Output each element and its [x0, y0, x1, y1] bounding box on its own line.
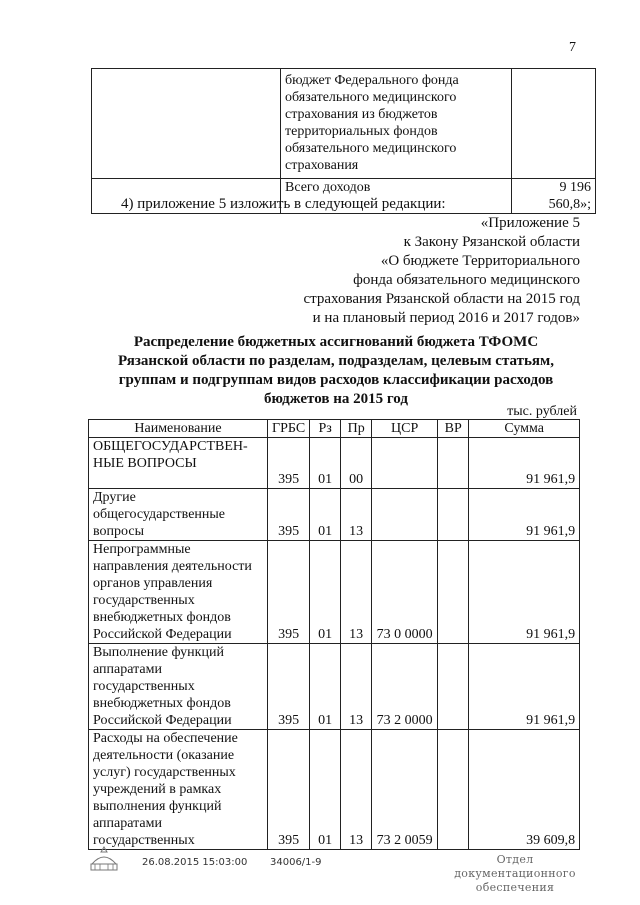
heading-line: бюджетов на 2015 год: [264, 391, 408, 407]
row-sum: 91 961,9: [469, 489, 580, 541]
appendix-line: и на плановый период 2016 и 2017 годов»: [312, 310, 580, 326]
table-row: [89, 644, 580, 730]
row-sum: 91 961,9: [469, 541, 580, 644]
income-table-fragment: [91, 68, 596, 214]
row-vr: [438, 730, 469, 850]
emblem-stamp-icon: [87, 844, 121, 874]
row-pr: 13: [341, 541, 372, 644]
row-vr: [438, 644, 469, 730]
row-grbs: 395: [268, 644, 310, 730]
row-name: Непрограммные направления деятельности органов управления государственных внебюджетных фондов Российской Федерации: [89, 541, 268, 644]
col-header-grbs: ГРБС: [268, 420, 310, 438]
page-number: 7: [569, 40, 576, 55]
row-csr: 73 2 0059: [372, 730, 438, 850]
footer-date: 26.08.2015 15:03:00: [142, 857, 248, 868]
row-grbs: 395: [268, 730, 310, 850]
row-rz: 01: [310, 489, 341, 541]
budget-allocation-table: [88, 419, 580, 850]
row-rz: 01: [310, 438, 341, 489]
table-row: [89, 438, 580, 489]
row-name: Расходы на обеспечение деятельности (оказание услуг) государственных учреждений в рамках выполнения функций аппаратами государственных: [89, 730, 268, 850]
appendix-line: «О бюджете Территориального: [380, 253, 580, 269]
row-pr: 00: [341, 438, 372, 489]
row-vr: [438, 438, 469, 489]
col-header-vr: ВР: [438, 420, 469, 438]
heading-line: Распределение бюджетных ассигнований бюджета ТФОМС: [133, 334, 539, 350]
row-sum: 91 961,9: [469, 644, 580, 730]
row-grbs: 395: [268, 489, 310, 541]
appendix-header: [303, 214, 580, 328]
row-sum: 39 609,8: [469, 730, 580, 850]
row-csr: [372, 438, 438, 489]
row-csr: [372, 489, 438, 541]
table-row: [89, 489, 580, 541]
row-pr: 13: [341, 730, 372, 850]
appendix-line: «Приложение 5: [480, 215, 580, 231]
section-heading: [86, 333, 586, 409]
appendix-line: к Закону Рязанской области: [403, 234, 580, 250]
col-header-sum: Сумма: [469, 420, 580, 438]
header-row: [89, 420, 580, 438]
appendix-line: страхования Рязанской области на 2015 год: [303, 291, 580, 307]
row-csr: 73 0 0000: [372, 541, 438, 644]
row-name: ОБЩЕГОСУДАРСТВЕН-НЫЕ ВОПРОСЫ: [89, 438, 268, 489]
col-header-rz: Рз: [310, 420, 341, 438]
row-csr: 73 2 0000: [372, 644, 438, 730]
table-row: [89, 541, 580, 644]
total-income-label: Всего доходов: [281, 179, 512, 214]
income-description: бюджет Федерального фонда обязательного медицинского страхования из бюджетов территориальных фондов обязательного медицинского страхования: [281, 69, 512, 179]
row-vr: [438, 541, 469, 644]
row-grbs: 395: [268, 438, 310, 489]
appendix-line: фонда обязательного медицинского: [353, 272, 580, 288]
units-label: тыс. рублей: [507, 404, 577, 419]
row-name: Другие общегосударственные вопросы: [89, 489, 268, 541]
col-header-pr: Пр: [341, 420, 372, 438]
row-pr: 13: [341, 489, 372, 541]
row-vr: [438, 489, 469, 541]
row-grbs: 395: [268, 541, 310, 644]
col-header-name: Наименование: [89, 420, 268, 438]
heading-line: группам и подгруппам видов расходов классификации расходов: [118, 372, 554, 388]
table-row: [92, 69, 596, 179]
row-name: Выполнение функций аппаратами государственных внебюджетных фондов Российской Федерации: [89, 644, 268, 730]
row-pr: 13: [341, 644, 372, 730]
heading-line: Рязанской области по разделам, подразделам, целевым статьям,: [117, 353, 555, 369]
footer-doc-number: 34006/1-9: [270, 857, 322, 868]
row-sum: 91 961,9: [469, 438, 580, 489]
total-income-value: 9 196 560,8»;: [512, 179, 596, 214]
col-header-csr: ЦСР: [372, 420, 438, 438]
instruction-text: 4) приложение 5 изложить в следующей редакции:: [121, 196, 446, 212]
row-rz: 01: [310, 730, 341, 850]
footer-department: Отдел документационного обеспечения: [454, 853, 576, 894]
table-row: [89, 730, 580, 850]
row-rz: 01: [310, 644, 341, 730]
row-rz: 01: [310, 541, 341, 644]
